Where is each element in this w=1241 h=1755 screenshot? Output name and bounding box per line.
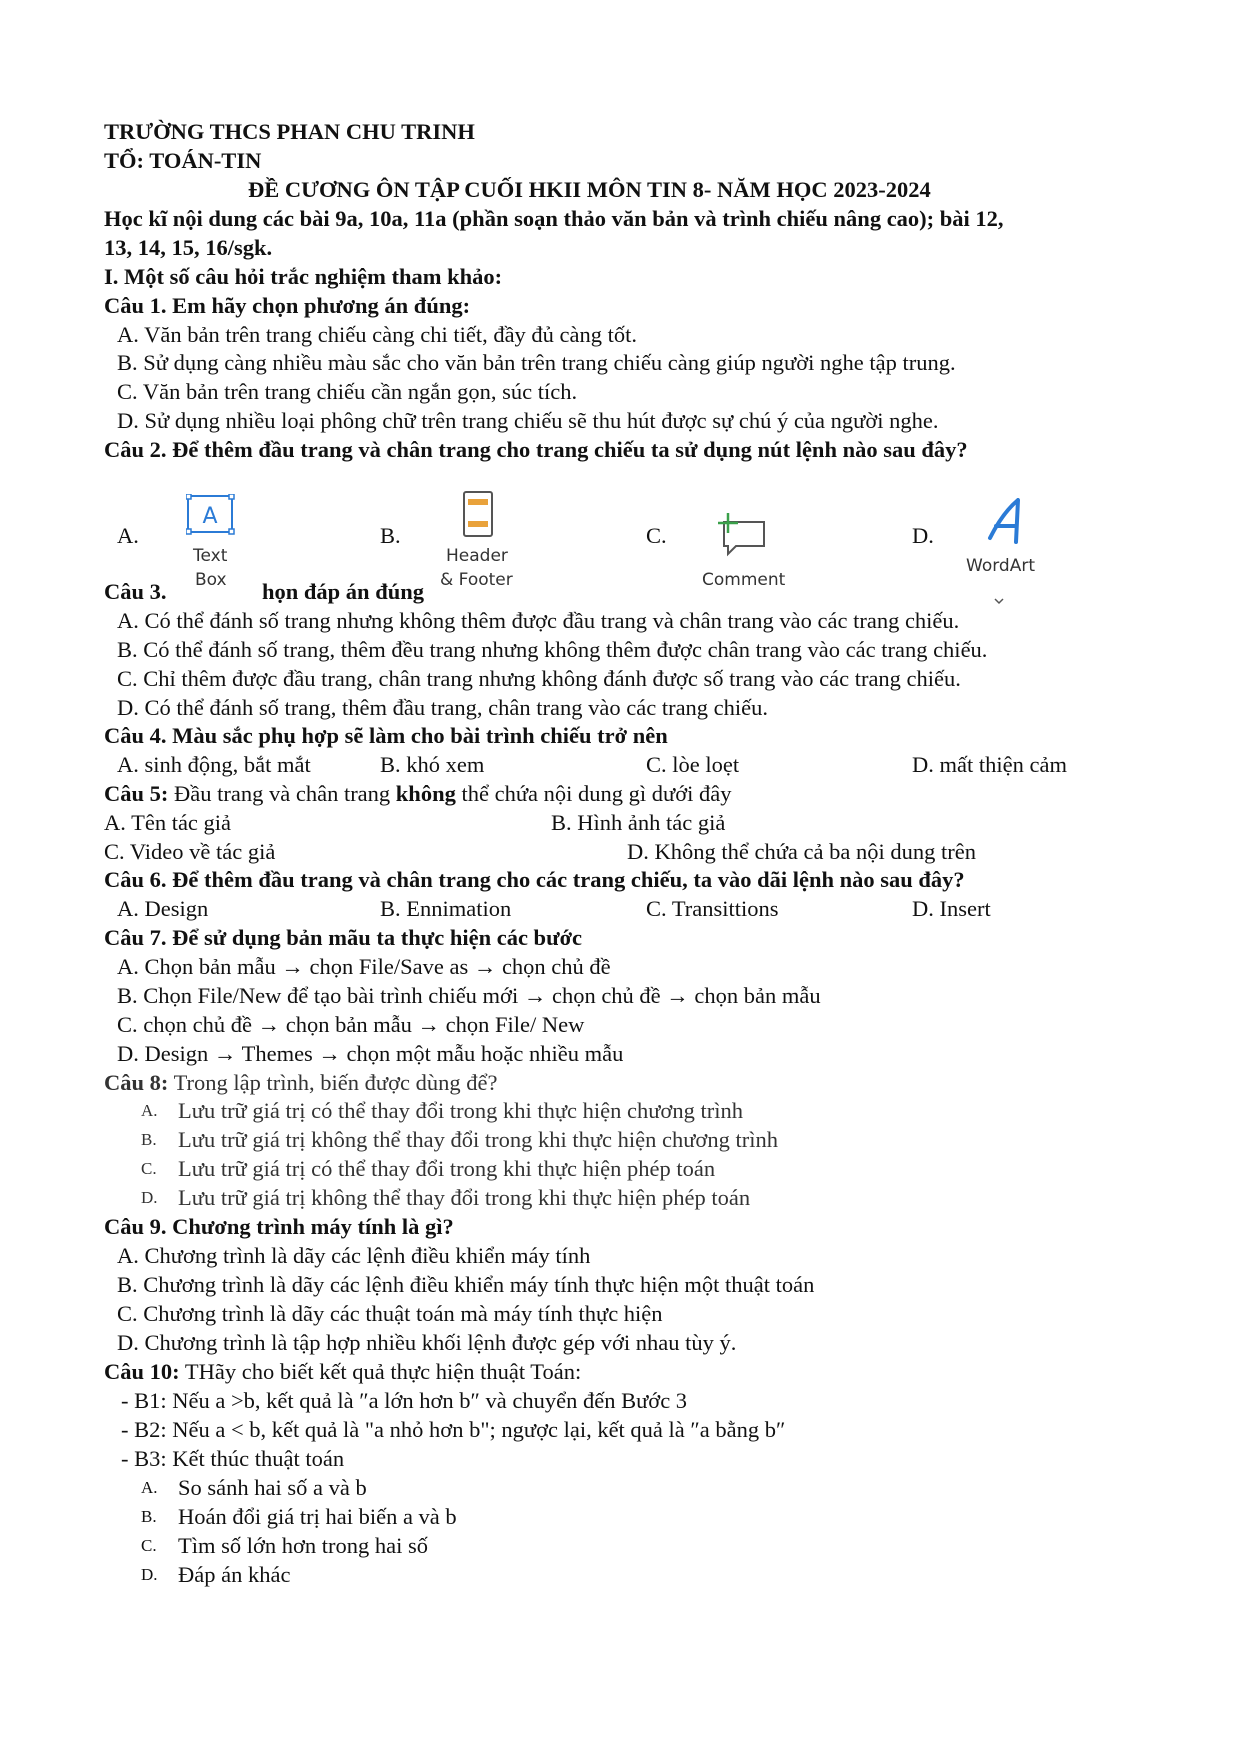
question-8-option-c: Lưu trữ giá trị có thể thay đổi trong khi thực hiện phép toán	[178, 1156, 716, 1181]
question-2-letter-d: D.	[912, 523, 934, 548]
question-8-letter-b: B.	[141, 1130, 157, 1149]
question-6-option-d: D. Insert	[912, 896, 991, 921]
question-10-option-c: Tìm số lớn hơn trong hai số	[178, 1533, 429, 1558]
question-2-letter-c: C.	[646, 523, 667, 548]
question-2-letter-a: A.	[117, 523, 139, 548]
wordart-label: WordArt	[966, 556, 1035, 576]
question-7-title: Câu 7. Để sử dụng bản mãu ta thực hiện các bước	[104, 925, 583, 950]
question-6-option-b: B. Ennimation	[380, 896, 512, 921]
page-title: ĐỀ CƯƠNG ÔN TẬP CUỐI HKII MÔN TIN 8- NĂM HỌC 2023-2024	[248, 177, 931, 202]
question-3-option-d: D. Có thể đánh số trang, thêm đầu trang, chân trang vào các trang chiếu.	[117, 695, 769, 720]
question-9-option-c: C. Chương trình là dãy các thuật toán mà máy tính thực hiện	[117, 1301, 663, 1326]
question-1-option-d: D. Sử dụng nhiều loại phông chữ trên trang chiếu sẽ thu hút được sự chú ý của người nghe.	[117, 408, 939, 433]
question-7-option-d: D. Design → Themes → chọn một mẫu hoặc nhiều mẫu	[117, 1041, 624, 1066]
question-1-option-c: C. Văn bản trên trang chiếu cần ngắn gọn, súc tích.	[117, 379, 578, 404]
text-box-label-line-2: Box	[195, 570, 227, 590]
question-5-option-d: D. Không thể chứa cả ba nội dung trên	[627, 839, 976, 864]
header-footer-label-line-1: Header	[446, 546, 508, 566]
question-1-title: Câu 1. Em hãy chọn phương án đúng:	[104, 293, 471, 318]
question-8-option-d: Lưu trữ giá trị không thể thay đổi trong khi thực hiện phép toán	[178, 1185, 751, 1210]
question-4-option-b: B. khó xem	[380, 752, 485, 777]
header-footer-icon	[462, 490, 494, 544]
question-5-option-b: B. Hình ảnh tác giả	[551, 810, 726, 835]
question-6-option-a: A. Design	[117, 896, 209, 921]
header-footer-label-line-2: & Footer	[440, 570, 513, 590]
scope-line-2: 13, 14, 15, 16/sgk.	[104, 235, 273, 260]
comment-label: Comment	[702, 570, 786, 590]
question-8-letter-d: D.	[141, 1188, 158, 1207]
question-4-option-a: A. sinh động, bắt mắt	[117, 752, 311, 777]
wordart-icon	[986, 498, 1022, 552]
question-1-option-a: A. Văn bản trên trang chiếu càng chi tiết, đầy đủ càng tốt.	[117, 322, 638, 347]
question-3-title-suffix: họn đáp án đúng	[262, 579, 424, 604]
question-10-option-a: So sánh hai số a và b	[178, 1475, 367, 1500]
question-10-option-d: Đáp án khác	[178, 1562, 291, 1587]
question-3-option-b: B. Có thể đánh số trang, thêm đều trang nhưng không thêm được chân trang vào các trang chiếu.	[117, 637, 988, 662]
scope-line-1: Học kĩ nội dung các bài 9a, 10a, 11a (phần soạn thảo văn bản và trình chiếu nâng cao); bài 12,	[104, 206, 1004, 231]
question-9-title: Câu 9. Chương trình máy tính là gì?	[104, 1214, 454, 1239]
question-5-title: Câu 5: Đầu trang và chân trang không thể chứa nội dung gì dưới đây	[104, 781, 732, 806]
question-1-option-b: B. Sử dụng càng nhiều màu sắc cho văn bản trên trang chiếu càng giúp người nghe tập trung.	[117, 350, 956, 375]
question-9-option-b: B. Chương trình là dãy các lệnh điều khiển máy tính thực hiện một thuật toán	[117, 1272, 815, 1297]
text-box-label-line-1: Text	[193, 546, 228, 566]
question-10-step-1: - B1: Nếu a >b, kết quả là ″a lớn hơn b″ và chuyển đến Bước 3	[121, 1388, 688, 1413]
question-8-title: Câu 8: Trong lập trình, biến được dùng để?	[104, 1070, 498, 1095]
question-4-option-c: C. lòe loẹt	[646, 752, 740, 777]
question-9-option-a: A. Chương trình là dãy các lệnh điều khiển máy tính	[117, 1243, 591, 1268]
question-2-letter-b: B.	[380, 523, 401, 548]
group-name: TỔ: TOÁN-TIN	[104, 148, 262, 173]
question-10-letter-c: C.	[141, 1536, 157, 1555]
question-10-title: Câu 10: THãy cho biết kết quả thực hiện thuật Toán:	[104, 1359, 582, 1384]
question-3-title-prefix: Câu 3.	[104, 579, 167, 604]
section-heading: I. Một số câu hỏi trắc nghiệm tham khảo:	[104, 264, 503, 289]
question-6-option-c: C. Transittions	[646, 896, 779, 921]
text-box-icon	[186, 494, 236, 542]
question-10-letter-b: B.	[141, 1507, 157, 1526]
question-8-letter-c: C.	[141, 1159, 157, 1178]
question-6-title: Câu 6. Để thêm đầu trang và chân trang cho các trang chiếu, ta vào dãi lệnh nào sau đây?	[104, 867, 965, 892]
question-3-option-c: C. Chỉ thêm được đầu trang, chân trang nhưng không đánh được số trang vào các trang chiếu.	[117, 666, 961, 691]
question-9-option-d: D. Chương trình là tập hợp nhiều khối lệnh được gép với nhau tùy ý.	[117, 1330, 737, 1355]
school-name: TRƯỜNG THCS PHAN CHU TRINH	[104, 119, 475, 144]
question-7-option-b: B. Chọn File/New để tạo bài trình chiếu mới → chọn chủ đề → chọn bản mẫu	[117, 983, 821, 1008]
question-7-option-c: C. chọn chủ đề → chọn bản mẫu → chọn File/ New	[117, 1012, 585, 1037]
question-10-letter-d: D.	[141, 1565, 158, 1584]
comment-icon	[718, 512, 768, 564]
question-8-option-b: Lưu trữ giá trị không thể thay đổi trong khi thực hiện chương trình	[178, 1127, 778, 1152]
question-5-option-c: C. Video về tác giả	[104, 839, 276, 864]
question-10-step-2: - B2: Nếu a < b, kết quả là "a nhỏ hơn b"; ngược lại, kết quả là ″a bằng b″	[121, 1417, 786, 1442]
question-8-letter-a: A.	[141, 1101, 158, 1120]
question-10-letter-a: A.	[141, 1478, 158, 1497]
chevron-down-icon	[994, 586, 1004, 612]
question-10-option-b: Hoán đổi giá trị hai biến a và b	[178, 1504, 457, 1529]
question-2-title: Câu 2. Để thêm đầu trang và chân trang cho trang chiếu ta sử dụng nút lệnh nào sau đây?	[104, 437, 968, 462]
question-10-step-3: - B3: Kết thúc thuật toán	[121, 1446, 345, 1471]
question-5-option-a: A. Tên tác giả	[104, 810, 232, 835]
question-4-title: Câu 4. Màu sắc phụ hợp sẽ làm cho bài trình chiếu trở nên	[104, 723, 668, 748]
question-8-option-a: Lưu trữ giá trị có thể thay đổi trong khi thực hiện chương trình	[178, 1098, 743, 1123]
question-7-option-a: A. Chọn bản mẫu → chọn File/Save as → chọn chủ đề	[117, 954, 611, 979]
question-3-option-a: A. Có thể đánh số trang nhưng không thêm được đầu trang và chân trang vào các trang chiếu.	[117, 608, 960, 633]
question-4-option-d: D. mất thiện cảm	[912, 752, 1067, 777]
svg-text:A: A	[202, 504, 218, 529]
